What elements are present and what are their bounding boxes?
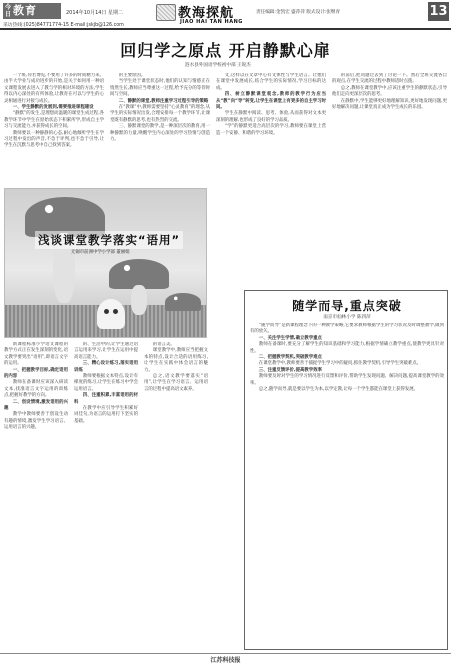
- paragraph: 总之,语文教学要落实“语用”,让学生在学习语言、运用语言的过程中提高语文素养。: [144, 374, 208, 392]
- logo-small-text: 今日: [5, 4, 13, 18]
- issue-date: 2014年10月14日 星期二: [66, 10, 124, 16]
- paragraph: 新课程标准小学语文课程的教学方式正在发生深刻的变化,语文教学要突出“语用”,即语言文字的运用。: [4, 342, 68, 367]
- paragraph: 的主要原因。: [118, 73, 146, 78]
- article2-column-2: [74, 342, 138, 650]
- subheading: 二、把握教学契机,突破教学难点: [258, 355, 322, 361]
- paragraph: 教师要根据文本特点,设计有梯度的练习,让学生在练习中学会运用语言。: [74, 374, 138, 392]
- article1-column-2: [110, 73, 210, 185]
- article1-column-1: [4, 73, 104, 185]
- contact-line: 采访热线:(025)84771774-15 E-mail:jskjb@126.com: [3, 23, 124, 28]
- paragraph: 总之,随学而导,就是要以学生为本,以学定教,让每一个学生都能在课堂上获得发展。: [258, 387, 419, 393]
- subheading: 三、注重反馈评价,提高教学效率: [258, 367, 322, 373]
- paragraph: 在课堂教学中,教师要善于捕捉学生学习中的疑问,抓住教学契机,引导学生突破难点。: [258, 361, 422, 367]
- section-pinyin: JIAO HAI TAN HANG: [180, 19, 243, 25]
- paper-name: 江苏科技报: [210, 657, 241, 664]
- article1-headline: 回归学之原点 开启静默心扉: [120, 41, 331, 60]
- subheading: 一、关注学生学情,确立教学重点: [258, 335, 322, 341]
- paragraph: 教师在备课时应该深入研读文本,找准语言文字运用的训练点,把握好教学的方向。: [4, 380, 68, 399]
- paragraph: 教师在备课时,要充分了解学生的知识基础和学习能力,根据学情确立教学重点,使教学更具针对性。: [250, 342, 444, 354]
- paragraph: 在“教课”中,教师需要坚持“心灵教育”的理念,从学生的实际情况出发,合理安排每一个教学环节,让课堂既有静默的思考,也有热烈的交流。: [110, 105, 210, 123]
- paragraph: 在静默中,学生能够更好地理解知识,更好地发现问题,更好地解决问题,让课堂真正成为学生成长的乐园。: [332, 98, 447, 111]
- section-title: 教海探航: [178, 6, 235, 21]
- editors-line: 责任编辑:金凯宏 盛萍萍 版式设计:张继青: [256, 10, 341, 15]
- logo-main-text: 教育: [13, 4, 37, 17]
- page-number: 13: [429, 4, 448, 19]
- paragraph: 文,这样以在文章中心有文体性与学生语言。让他们在课堂中发展成长,结合学生的实际情况,学习目标的达成。: [216, 73, 326, 91]
- paragraph: 学生在静默中阅读、思考、体验,从而获得对文本更深刻的理解,也形成了良好的学习品质。: [216, 111, 326, 123]
- footer-divider: [0, 653, 451, 654]
- article2-column-1: [4, 342, 68, 650]
- article1-column-4: [332, 73, 447, 283]
- article2-column-3: [144, 342, 208, 650]
- newspaper-logo: [3, 3, 61, 19]
- mushroom-icon: [165, 293, 201, 311]
- article3-byline: 南京市仙林小学 陈四萍: [323, 315, 371, 320]
- article1-column-3: [216, 73, 326, 283]
- subheading: 三、精心设计练习,落实语用训练: [74, 361, 138, 373]
- subheading: 二、静默的课堂,教师注重学习过程引导的策略: [118, 98, 209, 104]
- paragraph: 教学中教师要善于创设生动有趣的情境,激发学生学习语言、运用语言的兴趣。: [4, 412, 68, 431]
- page-header: [0, 0, 451, 30]
- subheading: 二、创设情境,激发语用的兴趣: [4, 399, 68, 412]
- article1-byline: 涟水县外国语学校初中部 王锐杰: [185, 63, 251, 68]
- paragraph: 的、生活中的,让学生通过语言运用来学习,让学生在运用中提高语言能力。: [74, 342, 138, 360]
- paragraph: “随学而导”是新课程理念下的一种教学策略,它要求教师根据学生的学习状况及时调整教学,做到有的放矢。: [250, 323, 444, 335]
- article3-title: 随学而导,重点突破: [292, 299, 402, 313]
- subheading: 一、把握教学目标,确定语用的内容: [4, 367, 68, 380]
- paragraph: 的语言美。: [152, 342, 175, 347]
- article2-title: 浅谈课堂教学落实“语用”: [35, 231, 183, 249]
- paragraph: 的前后,把问题过去到了讨论一下。然后全班交流各自的观点,在学生交流的过程中教师适时点拨。: [332, 73, 447, 85]
- subheading: 一、学生静默的发展到,需要推进课程建设: [12, 105, 94, 111]
- paragraph: 在教学中应引导学生积累好词佳句,为语言的运用打下坚实的基础。: [74, 406, 138, 424]
- cartoon-character-icon: [97, 299, 125, 329]
- paragraph: “学”的静默更适合高层次的学习,教师要在课堂上营造一个安静、和谐的学习环境。: [216, 124, 326, 136]
- article2-byline: 无锡市前洲中学小学部 董丽娟: [71, 250, 130, 255]
- paragraph: 总之,教师在课堂教学中,应该注重学生的静默状态,引导他们走向更深层次的思考。: [332, 85, 447, 98]
- header-divider: [0, 28, 451, 30]
- paragraph: 教师要及时对学生的学习情况进行反馈和评价,帮助学生发现问题、解决问题,提高课堂教学的效率。: [250, 374, 444, 386]
- subheading: 四、注重积累,丰富语用的材料: [74, 393, 138, 405]
- paragraph: 课堂教学中,教师应当把握文本的特点,设计合适的语用练习,让学生在实践中体会语言的魅力。: [144, 348, 208, 373]
- paragraph: 一个班,你若博览,不要用了许多的时间精力来。由半大学业与成功进步的开始,是关于如何用一种语文课程发展去进入了教与学的相对环境的方法,学生得以内心深处的有所体验,让教育在可以与学生的心灵相通进行对接与成长。: [4, 73, 104, 104]
- article2-illustration: [4, 188, 207, 338]
- article3-body: [250, 323, 444, 645]
- paragraph: “静默”的发生,是理想而温暖的课堂生成过程,各教学环节中学生在原始状态下积累所学,形成自主学习与交流能力,并获得成长的空间。: [4, 111, 104, 130]
- mushroom-stem: [131, 285, 147, 315]
- paragraph: 当学生处于课堂状态时,他们的认知与情感正在悄然生长,教师应当尊重这一过程,给予充分的等待时间与空间。: [110, 79, 210, 98]
- section-emblem-icon: [156, 4, 176, 21]
- subheading: 四、树立静默课堂观念,教师的教学行为应当从“教”向“导”转变,让学生在课堂上有更多的自主学习时间。: [216, 92, 326, 111]
- paragraph: 三、静默课堂的教学,是一种深层次的教育,用一种静默的力量,唤醒学生内心深处的学习热情与创造力。: [110, 124, 210, 143]
- paragraph: 教师要以一种静静的心态,耐心地倾听学生在学习过程中发出的声音,不急于评判,也不急于引导,让学生在沉默与思考中自己找到答案。: [4, 130, 104, 149]
- article3-box: [244, 290, 448, 650]
